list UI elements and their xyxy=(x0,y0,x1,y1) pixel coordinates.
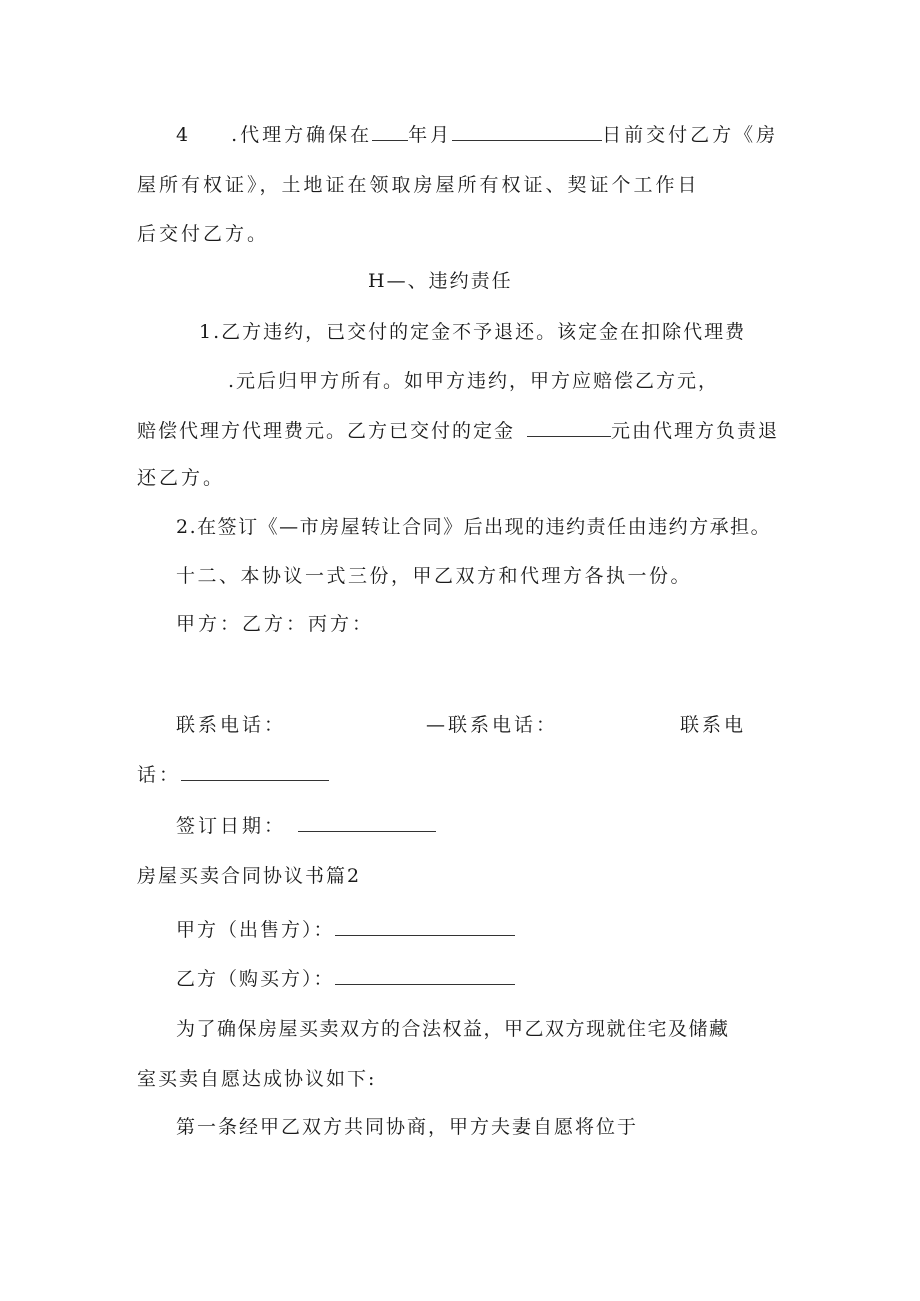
blank-party-a xyxy=(335,917,515,936)
section-11-item1-line3-b: 元由代理方负责退 xyxy=(611,420,780,442)
clause-4-line1 xyxy=(176,122,778,147)
contact-phone-c-line2 xyxy=(137,762,329,787)
section-11-item1-line2: .元后归甲方所有。如甲方违约，甲方应赔偿乙方元， xyxy=(228,370,720,392)
party-a-label: 甲方（出售方）： xyxy=(176,919,335,941)
sign-date-line xyxy=(176,813,436,838)
article-1: 第一条经甲乙双方共同协商，甲方夫妻自愿将位于 xyxy=(176,1116,639,1138)
clause-4-line2: 屋所有权证》，土地证在领取房屋所有权证、契证个工作日 xyxy=(137,174,700,196)
blank-day xyxy=(452,122,602,141)
section-11-item1-line3 xyxy=(137,418,779,443)
contact-phone-c: 联系电 xyxy=(680,714,747,736)
section-11-item1-line1: 1.乙方违约，已交付的定金不予退还。该定金在扣除代理费 xyxy=(199,321,747,343)
clause-4-text-c: 日前交付乙方《房 xyxy=(602,124,779,146)
intro-line1: 为了确保房屋买卖双方的合法权益，甲乙双方现就住宅及储藏 xyxy=(176,1018,730,1040)
parties-line: 甲方：乙方：丙方： xyxy=(176,613,375,635)
contact-phone-c-cont: 话： xyxy=(137,764,182,786)
party-a-line xyxy=(176,917,515,942)
blank-party-b xyxy=(335,966,515,985)
contact-phone-a: 联系电话： xyxy=(176,714,287,736)
intro-line2: 室买卖自愿达成协议如下: xyxy=(137,1068,377,1090)
clause-4-line3: 后交付乙方。 xyxy=(137,223,270,245)
sign-date-label: 签订日期： xyxy=(176,815,287,837)
party-b-label: 乙方（购买方）： xyxy=(176,968,335,990)
doc2-title: 房屋买卖合同协议书篇2 xyxy=(137,865,362,887)
section-11-item1-line3-a: 赔偿代理方代理费元。乙方已交付的定金 xyxy=(137,420,516,442)
section-11-item1-line4: 还乙方。 xyxy=(137,467,226,489)
clause-4-text-b: 年月 xyxy=(408,124,453,146)
section-12: 十二、本协议一式三份，甲乙双方和代理方各执一份。 xyxy=(176,565,693,587)
clause-4-number: 4 xyxy=(176,124,192,146)
contact-phone-b: —联系电话： xyxy=(426,714,559,736)
party-b-line xyxy=(176,966,515,991)
blank-phone xyxy=(181,762,329,781)
blank-year xyxy=(372,122,408,141)
clause-4-text-a: .代理方确保在 xyxy=(231,124,373,146)
section-11-item2: 2.在签订《—市房屋转让合同》后出现的违约责任由违约方承担。 xyxy=(176,516,772,538)
section-11-title: H—、违约责任 xyxy=(368,270,513,292)
blank-deposit xyxy=(527,418,611,437)
blank-sign-date xyxy=(298,813,436,832)
